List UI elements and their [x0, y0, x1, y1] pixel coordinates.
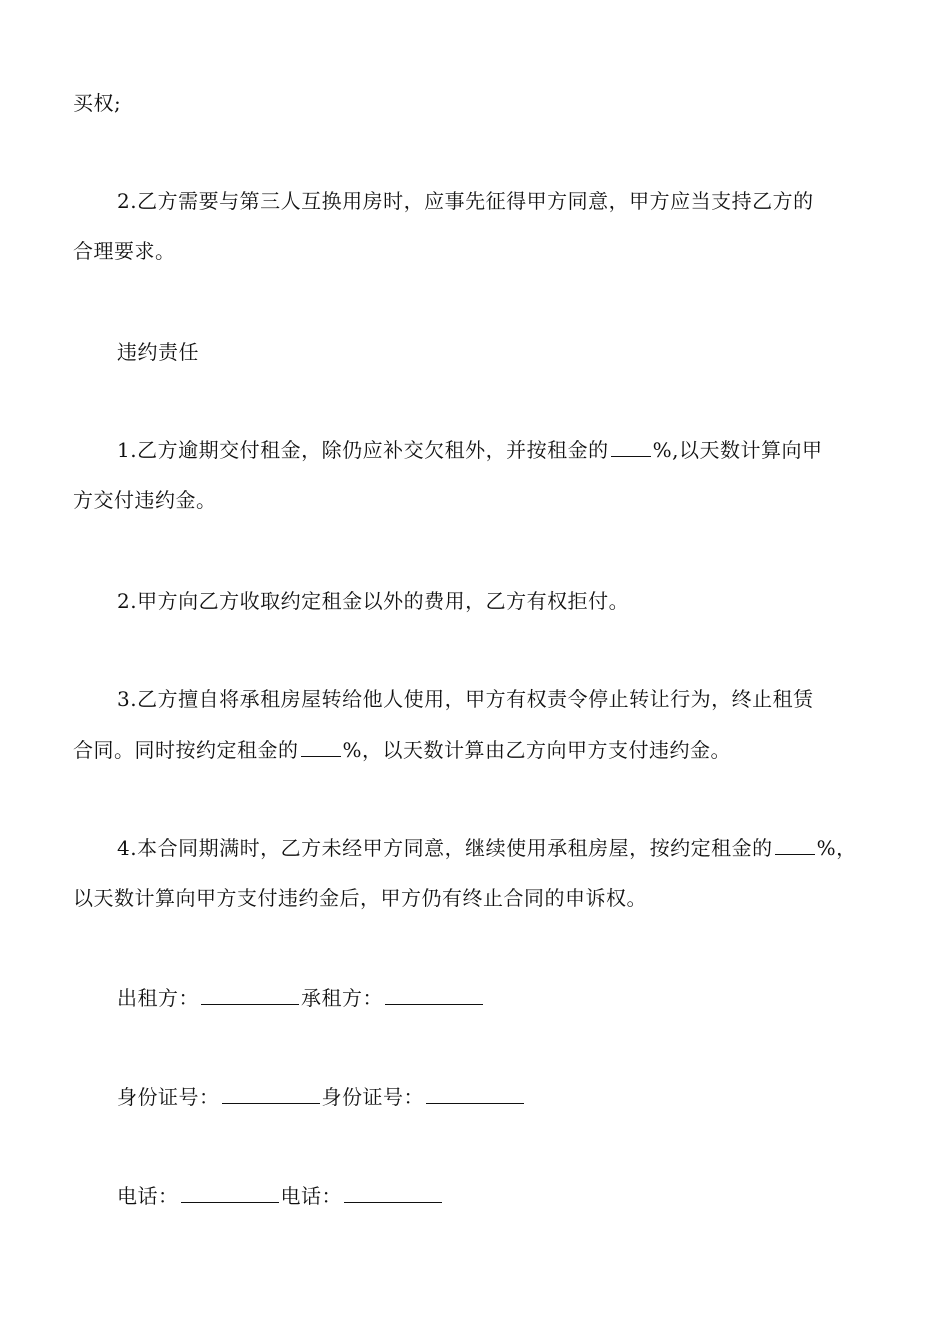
breach-clause-3-line-1: [117, 687, 814, 711]
signature-phone-row: [117, 1184, 444, 1208]
phone-label-lessor: 电话：: [117, 1184, 179, 1208]
text: %，: [816, 836, 857, 860]
lessee-label: 承租方：: [301, 986, 383, 1010]
clause-2-line-2: [73, 239, 176, 263]
breach-clause-1-line-2: [73, 488, 217, 512]
breach-clause-2: [117, 589, 629, 613]
lessor-blank: [201, 986, 299, 1005]
id-blank-lessee: [426, 1085, 524, 1104]
heading-text: 违约责任: [117, 340, 199, 364]
signature-parties-row: [117, 986, 485, 1010]
phone-blank-lessor: [181, 1184, 279, 1203]
section-heading: [117, 340, 199, 364]
phone-blank-lessee: [344, 1184, 442, 1203]
lessor-label: 出租方：: [117, 986, 199, 1010]
breach-clause-4-line-2: [73, 886, 647, 910]
text: 2.甲方向乙方收取约定租金以外的费用，乙方有权拒付。: [117, 589, 630, 613]
fill-blank: [775, 836, 815, 855]
text: %，以天数计算由乙方向甲方支付违约金。: [342, 738, 732, 762]
text: 以天数计算向甲方支付违约金后，甲方仍有终止合同的申诉权。: [73, 886, 647, 910]
fill-blank: [611, 438, 651, 457]
text: 合理要求。: [73, 239, 176, 263]
clause-2-line-1: [117, 189, 814, 213]
paragraph-line: [73, 91, 121, 115]
id-blank-lessor: [222, 1085, 320, 1104]
text: 3.乙方擅自将承租房屋转给他人使用，甲方有权责令停止转让行为，终止租赁: [117, 687, 814, 711]
text: 买权;: [73, 91, 122, 115]
breach-clause-3-line-2: [73, 738, 731, 762]
text: 方交付违约金。: [73, 488, 217, 512]
phone-label-lessee: 电话：: [280, 1184, 342, 1208]
text: %,以天数计算向甲: [652, 438, 823, 462]
text: 合同。同时按约定租金的: [73, 738, 299, 762]
text: 4.本合同期满时，乙方未经甲方同意，继续使用承租房屋，按约定租金的: [117, 836, 773, 860]
fill-blank: [301, 738, 341, 757]
id-label-lessor: 身份证号：: [117, 1085, 220, 1109]
signature-id-row: [117, 1085, 526, 1109]
lessee-blank: [385, 986, 483, 1005]
text: 2.乙方需要与第三人互换用房时，应事先征得甲方同意，甲方应当支持乙方的: [117, 189, 814, 213]
breach-clause-1-line-1: [117, 438, 822, 462]
breach-clause-4-line-1: [117, 836, 857, 860]
text: 1.乙方逾期交付租金，除仍应补交欠租外，并按租金的: [117, 438, 609, 462]
id-label-lessee: 身份证号：: [321, 1085, 424, 1109]
